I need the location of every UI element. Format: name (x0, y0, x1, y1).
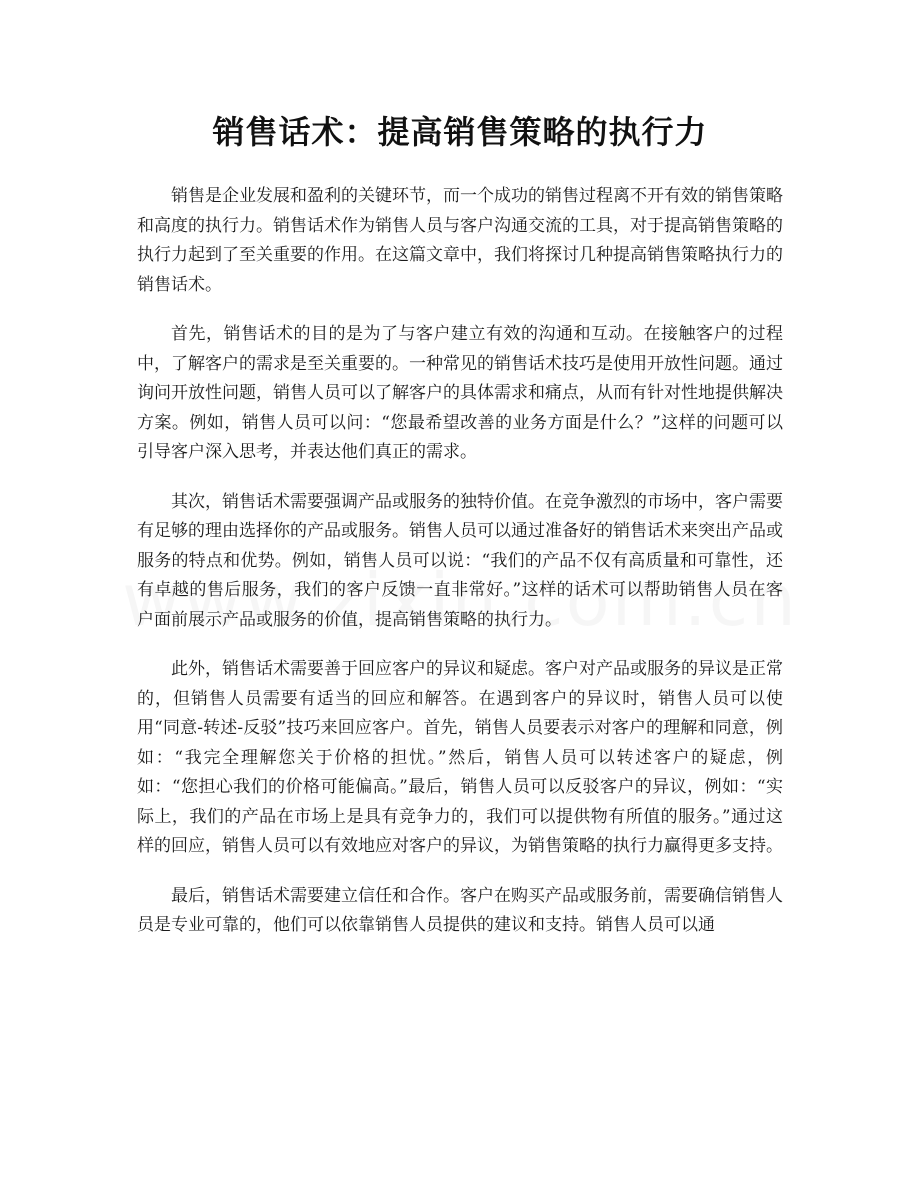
document-body (137, 182, 783, 961)
document-title: 销售话术：提高销售策略的执行力 (212, 113, 708, 151)
paragraph-4: 此外，销售话术需要善于回应客户的异议和疑虑。客户对产品或服务的异议是正常的，但销售人员需要有适当的回应和解答。在遇到客户的异议时，销售人员可以使用“同意-转述-反驳”技巧来回应客户。首先，销售人员要表示对客户的理解和同意，例如：“我完全理解您关于价格的担忧。”然后，销售人员可以转述客户的疑虑，例如：“您担心我们的价格可能偏高。”最后，销售人员可以反驳客户的异议，例如：“实际上，我们的产品在市场上是具有竞争力的，我们可以提供物有所值的服务。”通过这样的回应，销售人员可以有效地应对客户的异议，为销售策略的执行力赢得更多支持。 (137, 659, 783, 856)
paragraph-5: 最后，销售话术需要建立信任和合作。客户在购买产品或服务前，需要确信销售人员是专业可靠的，他们可以依靠销售人员提供的建议和支持。销售人员可以通 (137, 885, 783, 935)
paragraph-1: 销售是企业发展和盈利的关键环节，而一个成功的销售过程离不开有效的销售策略和高度的执行力。销售话术作为销售人员与客户沟通交流的工具，对于提高销售策略的执行力起到了至关重要的作用。在这篇文章中，我们将探讨几种提高销售策略执行力的销售话术。 (137, 186, 783, 295)
paragraph-3: 其次，销售话术需要强调产品或服务的独特价值。在竞争激烈的市场中，客户需要有足够的理由选择你的产品或服务。销售人员可以通过准备好的销售话术来突出产品或服务的特点和优势。例如，销售人员可以说：“我们的产品不仅有高质量和可靠性，还有卓越的售后服务，我们的客户反馈一直非常好。”这样的话术可以帮助销售人员在客户面前展示产品或服务的价值，提高销售策略的执行力。 (137, 491, 783, 630)
paragraph-2: 首先，销售话术的目的是为了与客户建立有效的沟通和互动。在接触客户的过程中，了解客户的需求是至关重要的。一种常见的销售话术技巧是使用开放性问题。通过询问开放性问题，销售人员可以了解客户的具体需求和痛点，从而有针对性地提供解决方案。例如，销售人员可以问：“您最希望改善的业务方面是什么？”这样的问题可以引导客户深入思考，并表达他们真正的需求。 (137, 324, 783, 462)
